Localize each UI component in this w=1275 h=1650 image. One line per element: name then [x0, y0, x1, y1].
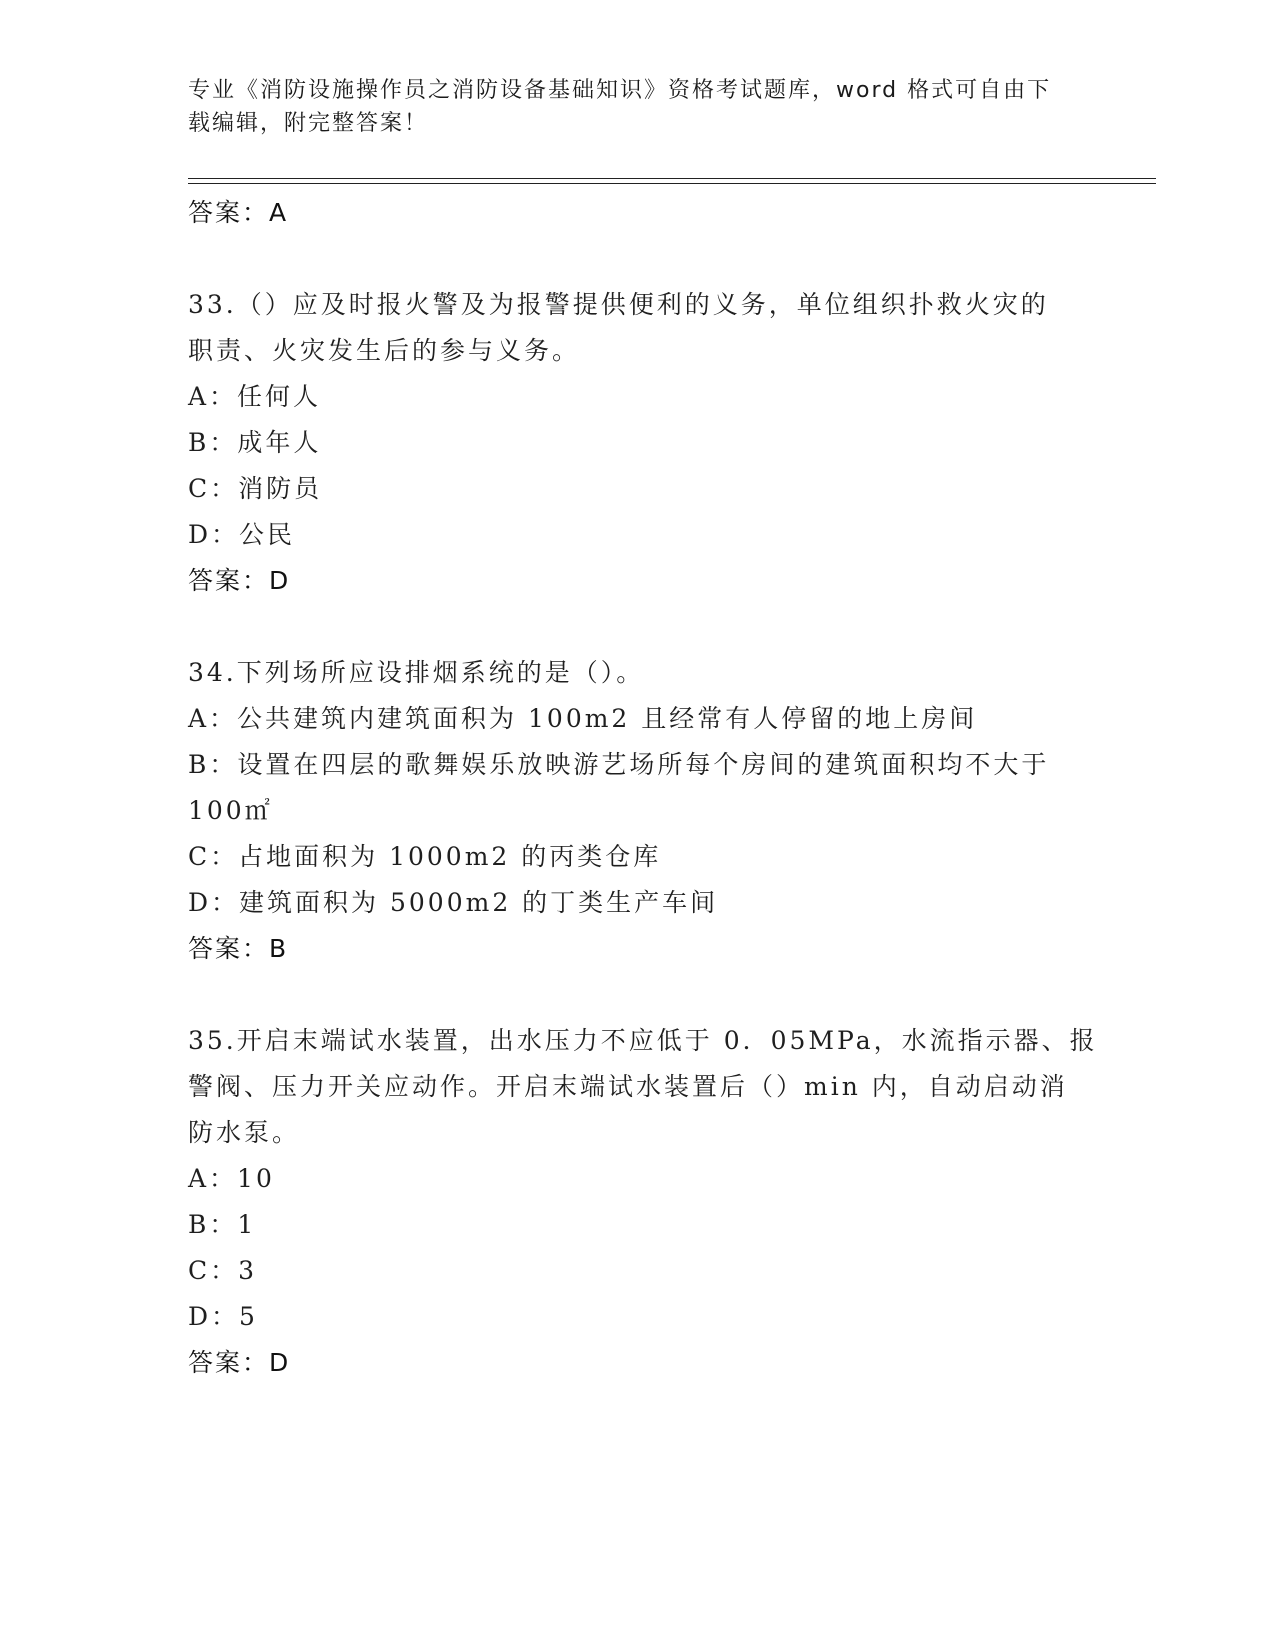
document-header: [188, 74, 1088, 140]
question-text-line: 35.开启末端试水装置，出水压力不应低于 0．05MPa，水流指示器、报: [188, 1026, 1098, 1055]
header-line-2: 载编辑，附完整答案！: [188, 111, 429, 136]
header-divider-bottom: [188, 183, 1156, 184]
option-b: B：1: [188, 1210, 257, 1239]
question-text-line: 34.下列场所应设排烟系统的是（）。: [188, 658, 645, 687]
option-b-continued: 100㎡: [188, 796, 273, 825]
option-b: B：成年人: [188, 428, 322, 457]
option-d: D：5: [188, 1302, 258, 1331]
question-text-line: 警阀、压力开关应动作。开启末端试水装置后（）min 内，自动启动消: [188, 1072, 1068, 1101]
answer-33: 答案：D: [188, 566, 291, 595]
question-text-line: 职责、火灾发生后的参与义务。: [188, 336, 581, 365]
option-a: A：10: [188, 1164, 275, 1193]
option-b: B：设置在四层的歌舞娱乐放映游艺场所每个房间的建筑面积均不大于: [188, 750, 1050, 779]
answer-34: 答案：B: [188, 934, 289, 963]
option-d: D：公民: [188, 520, 296, 549]
spacer: [188, 604, 1088, 650]
question-text-line: 防水泵。: [188, 1118, 301, 1147]
question-body: [188, 190, 1098, 1386]
header-line-1: 专业《消防设施操作员之消防设备基础知识》资格考试题库，word 格式可自由下: [188, 78, 1052, 103]
option-c: C：3: [188, 1256, 258, 1285]
option-a: A：公共建筑内建筑面积为 100m2 且经常有人停留的地上房间: [188, 704, 978, 733]
spacer: [188, 972, 1088, 1018]
option-c: C：消防员: [188, 474, 323, 503]
option-c: C：占地面积为 1000m2 的丙类仓库: [188, 842, 662, 871]
question-34: [188, 650, 1088, 972]
option-a: A：任何人: [188, 382, 322, 411]
prev-answer: 答案：A: [188, 198, 289, 227]
answer-35: 答案：D: [188, 1348, 291, 1377]
question-33: [188, 282, 1088, 604]
header-divider-top: [188, 178, 1156, 179]
option-d: D：建筑面积为 5000m2 的丁类生产车间: [188, 888, 719, 917]
question-text-line: 33.（）应及时报火警及为报警提供便利的义务，单位组织扑救火灾的: [188, 290, 1049, 319]
spacer: [188, 236, 1088, 282]
question-35: [188, 1018, 1098, 1386]
